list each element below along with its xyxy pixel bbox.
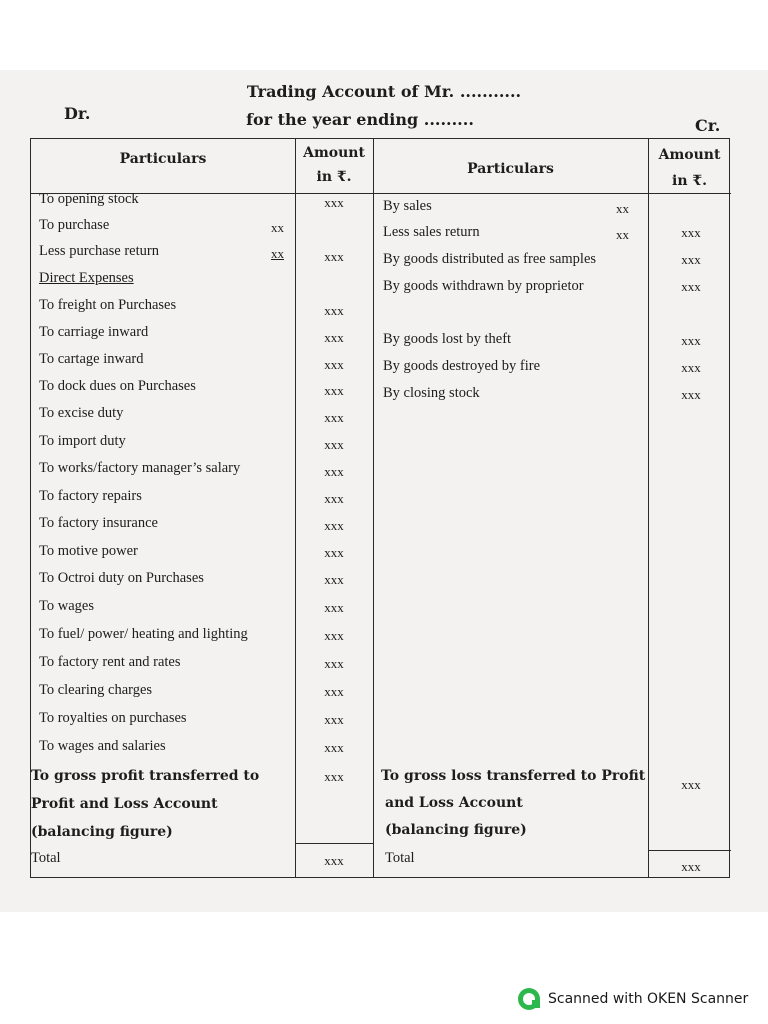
column-divider	[295, 139, 296, 877]
debit-row-amount: xxx	[324, 303, 344, 318]
right-amount-header-line2: in ₹.	[672, 173, 707, 189]
debit-row-subamount: xx	[271, 246, 284, 261]
debit-row-label: To purchase	[39, 217, 110, 233]
credit-total-rule	[648, 850, 731, 851]
gross-loss-amount: xxx	[681, 777, 701, 792]
debit-row-label: To opening stock	[39, 191, 139, 207]
credit-row-label: By sales	[383, 198, 432, 214]
debit-row-subamount: xx	[271, 220, 284, 235]
gross-loss-line3: (balancing figure)	[385, 822, 527, 838]
debit-row-amount: xxx	[324, 518, 344, 533]
debit-row-amount: xxx	[324, 383, 344, 398]
credit-marker: Cr.	[695, 116, 721, 135]
gross-profit-line1: To gross profit transferred to	[31, 768, 260, 784]
debit-total-rule	[295, 843, 373, 844]
debit-row-amount: xxx	[324, 491, 344, 506]
credit-row-amount: xxx	[681, 360, 701, 375]
debit-row-amount: xxx	[324, 410, 344, 425]
debit-row-label: To import duty	[39, 433, 126, 449]
account-title: Trading Account of Mr. ...........	[246, 82, 522, 101]
credit-row-amount: xxx	[681, 279, 701, 294]
debit-row-label: To excise duty	[39, 405, 124, 421]
debit-row-amount: xxx	[324, 357, 344, 372]
debit-row-amount: xxx	[324, 249, 344, 264]
debit-row-amount: xxx	[324, 684, 344, 699]
credit-row-amount: xxx	[681, 387, 701, 402]
debit-row-amount: xxx	[324, 600, 344, 615]
gross-loss-line2: and Loss Account	[385, 795, 523, 811]
debit-row-label: To freight on Purchases	[39, 297, 177, 313]
column-divider	[373, 139, 374, 877]
debit-row-label: To dock dues on Purchases	[39, 378, 196, 394]
debit-row-amount: xxx	[324, 740, 344, 755]
debit-row-label: To motive power	[39, 543, 138, 559]
debit-row-label: To factory rent and rates	[39, 654, 181, 670]
scanner-watermark-text: Scanned with OKEN Scanner	[548, 991, 749, 1007]
left-amount-header-line2: in ₹.	[316, 169, 352, 185]
credit-row-label: Less sales return	[383, 224, 480, 240]
credit-total-label: Total	[385, 850, 415, 866]
left-amount-header-line1: Amount	[303, 145, 365, 161]
right-amount-header-line1: Amount	[658, 147, 721, 163]
debit-row-amount: xxx	[324, 545, 344, 560]
left-particulars-header: Particulars	[119, 151, 207, 167]
credit-row-label: By goods distributed as free samples	[383, 251, 597, 267]
debit-row-amount: xxx	[324, 656, 344, 671]
debit-row-amount: xxx	[324, 572, 344, 587]
oken-logo-icon	[518, 988, 540, 1010]
debit-row-amount: xxx	[324, 628, 344, 643]
debit-row-label: To carriage inward	[39, 324, 149, 340]
right-particulars-header: Particulars	[467, 161, 554, 177]
debit-row-label: Direct Expenses	[39, 270, 134, 286]
credit-row-label: By closing stock	[383, 385, 480, 401]
debit-row-amount: xxx	[324, 330, 344, 345]
trading-account-table	[30, 138, 730, 878]
debit-row-amount: xxx	[324, 195, 344, 210]
credit-row-amount: xxx	[681, 252, 701, 267]
gross-profit-amount: xxx	[324, 769, 344, 784]
debit-total-label: Total	[31, 850, 61, 866]
debit-row-label: To royalties on purchases	[39, 710, 187, 726]
debit-row-label: To Octroi duty on Purchases	[39, 570, 204, 586]
debit-row-label: To wages	[39, 598, 94, 614]
credit-row-label: By goods withdrawn by proprietor	[383, 278, 584, 294]
debit-row-label: To works/factory manager’s salary	[39, 460, 241, 476]
credit-row-amount: xxx	[681, 333, 701, 348]
credit-row-subamount: xx	[616, 227, 629, 242]
debit-marker: Dr.	[64, 104, 91, 123]
scanner-watermark	[518, 988, 748, 1010]
debit-row-label: Less purchase return	[39, 243, 159, 259]
gross-profit-line3: (balancing figure)	[31, 824, 173, 840]
credit-total-amount: xxx	[681, 859, 701, 874]
gross-loss-line1: To gross loss transferred to Profit	[381, 768, 646, 784]
debit-row-label: To wages and salaries	[39, 738, 166, 754]
credit-row-label: By goods destroyed by fire	[383, 358, 541, 374]
account-subtitle: for the year ending .........	[246, 110, 474, 129]
column-divider	[648, 139, 649, 877]
debit-row-amount: xxx	[324, 437, 344, 452]
debit-row-amount: xxx	[324, 712, 344, 727]
debit-total-amount: xxx	[324, 853, 344, 868]
gross-profit-line2: Profit and Loss Account	[31, 796, 218, 812]
debit-row-amount: xxx	[324, 464, 344, 479]
debit-row-label: To fuel/ power/ heating and lighting	[39, 626, 248, 642]
credit-row-subamount: xx	[616, 201, 629, 216]
debit-row-label: To factory insurance	[39, 515, 158, 531]
debit-row-label: To factory repairs	[39, 488, 142, 504]
debit-row-label: To cartage inward	[39, 351, 144, 367]
credit-row-label: By goods lost by theft	[383, 331, 512, 347]
debit-row-label: To clearing charges	[39, 682, 153, 698]
credit-row-amount: xxx	[681, 225, 701, 240]
